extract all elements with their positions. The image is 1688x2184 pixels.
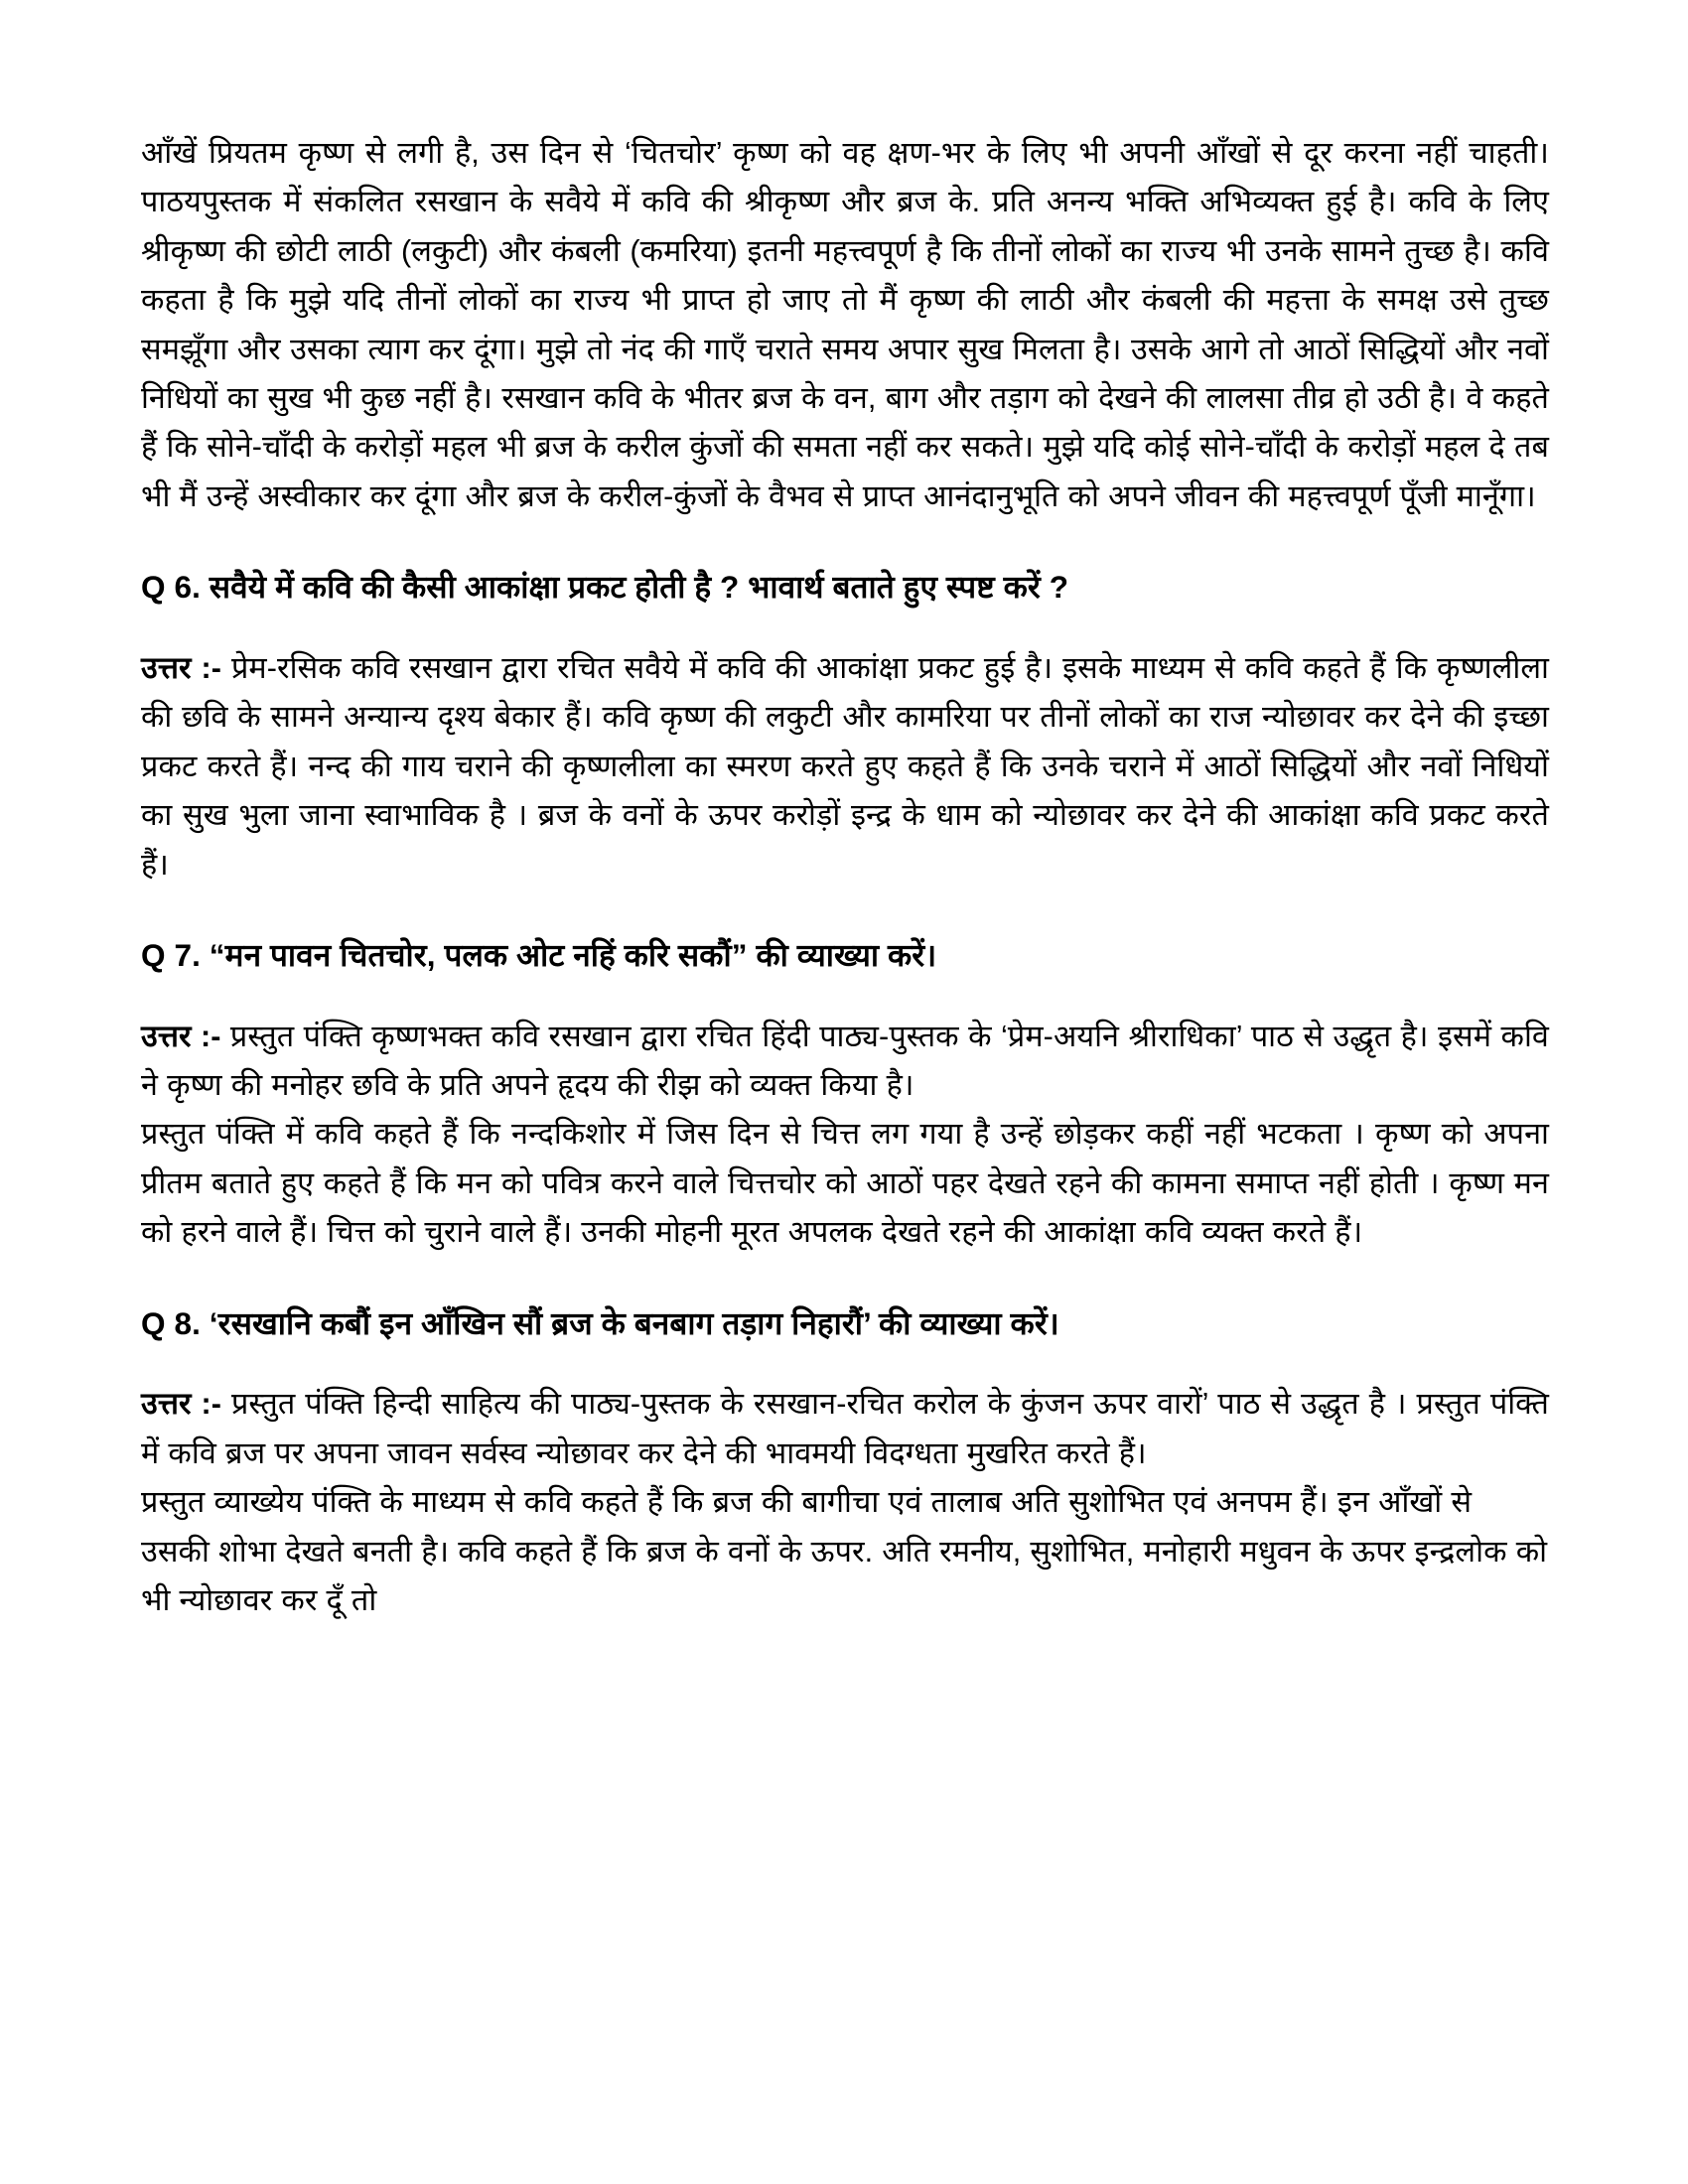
answer-paragraph-q8-2: प्रस्तुत व्याख्येय पंक्ति के माध्यम से कवि कहते हैं कि ब्रज की बागीचा एवं तालाब अति सुशोभित एवं अनपम हैं। इन आँखों से उसकी शोभा देखते बनती है। कवि कहते हैं कि ब्रज के वनों के ऊपर. अति रमनीय, सुशोभित, मनोहारी मधुवन के ऊपर इन्द्रलोक को भी न्योछावर कर दूँ तो: [141, 1485, 1548, 1617]
spacer: [141, 521, 1549, 565]
question-heading-q6: Q 6. सवैये में कवि की कैसी आकांक्षा प्रकट होती है ? भावार्थ बताते हुए स्पष्ट करें ?: [141, 569, 1069, 606]
spacer: [141, 979, 1549, 1013]
spacer: [141, 1258, 1549, 1301]
answer-paragraph-q8-1: [141, 1380, 1549, 1478]
answer-paragraph-q7-1: [141, 1013, 1549, 1111]
spacer: [141, 889, 1549, 933]
answer-text-q7-1: प्रस्तुत पंक्ति कृष्णभक्त कवि रसखान द्वारा रचित हिंदी पाठ्य-पुस्तक के ‘प्रेम-अयनि श्रीराधिका’ पाठ से उद्धृत है। इसमें कवि ने कृष्ण की मनोहर छवि के प्रति अपने हृदय की रीझ को व्यक्त किया है।: [141, 1019, 1549, 1103]
intro-paragraph: आँखें प्रियतम कृष्ण से लगी है, उस दिन से ‘चितचोर’ कृष्ण को वह क्षण-भर के लिए भी अपनी आँखों से दूर करना नहीं चाहती। पाठयपुस्तक में संकलित रसखान के सवैये में कवि की श्रीकृष्ण और ब्रज के. प्रति अनन्य भक्ति अभिव्यक्त हुई है। कवि के लिए श्रीकृष्ण की छोटी लाठी (लकुटी) और कंबली (कमरिया) इतनी महत्त्वपूर्ण है कि तीनों लोकों का राज्य भी उनके सामने तुच्छ है। कवि कहता है कि मुझे यदि तीनों लोकों का राज्य भी प्राप्त हो जाए तो मैं कृष्ण की लाठी और कंबली की महत्ता के समक्ष उसे तुच्छ समझूँगा और उसका त्याग कर दूंगा। मुझे तो नंद की गाएँ चराते समय अपार सुख मिलता है। उसके आगे तो आठों सिद्धियों और नवों निधियों का सुख भी कुछ नहीं है। रसखान कवि के भीतर ब्रज के वन, बाग और तड़ाग को देखने की लालसा तीव्र हो उठी है। वे कहते हैं कि सोने-चाँदी के करोड़ों महल भी ब्रज के करील कुंजों की समता नहीं कर सकते। मुझे यदि कोई सोने-चाँदी के करोड़ों महल दे तब भी मैं उन्हें अस्वीकार कर दूंगा और ब्रज के करील-कुंजों के वैभव से प्राप्त आनंदानुभूति को अपने जीवन की महत्त्वपूर्ण पूँजी मानूँगा।: [141, 136, 1549, 513]
answer-label-q6: उत्तर :-: [141, 650, 222, 685]
answer-text-q6-1: प्रेम-रसिक कवि रसखान द्वारा रचित सवैये में कवि की आकांक्षा प्रकट हुई है। इसके माध्यम से कवि कहते हैं कि कृष्णलीला की छवि के सामने अन्यान्य दृश्य बेकार हैं। कवि कृष्ण की लकुटी और कामरिया पर तीनों लोकों का राज न्योछावर कर देने की इच्छा प्रकट करते हैं। नन्द की गाय चराने की कृष्णलीला का स्मरण करते हुए कहते हैं कि उनके चराने में आठों सिद्धियों और नवों निधियों का सुख भुला जाना स्वाभाविक है । ब्रज के वनों के ऊपर करोड़ों इन्द्र के धाम को न्योछावर कर देने की आकांक्षा कवि प्रकट करते हैं।: [141, 650, 1550, 882]
answer-label-q7: उत्तर :-: [141, 1019, 221, 1053]
answer-label-q8: उत्तर :-: [141, 1387, 222, 1422]
spacer: [141, 1346, 1549, 1380]
page-content: [141, 129, 1549, 1625]
spacer: [141, 611, 1549, 644]
answer-text-q8-1: प्रस्तुत पंक्ति हिन्दी साहित्य की पाठ्य-पुस्तक के रसखान-रचित करोल के कुंजन ऊपर वारों’ पाठ से उद्धृत है । प्रस्तुत पंक्ति में कवि ब्रज पर अपना जावन सर्वस्व न्योछावर कर देने की भावमयी विदग्धता मुखरित करते हैं।: [141, 1387, 1549, 1470]
question-heading-q8: Q 8. ‘रसखानि कबौं इन आँखिन सौं ब्रज के बनबाग तड़ाग निहारौं’ की व्याख्या करें।: [141, 1304, 1059, 1341]
answer-paragraph-q7-2: प्रस्तुत पंक्ति में कवि कहते हैं कि नन्दकिशोर में जिस दिन से चित्त लग गया है उन्हें छोड़कर कहीं नहीं भटकता । कृष्ण को अपना प्रीतम बताते हुए कहते हैं कि मन को पवित्र करने वाले चित्तचोर को आठों पहर देखते रहने की कामना समाप्त नहीं होती । कृष्ण मन को हरने वाले हैं। चित्त को चुराने वाले हैं। उनकी मोहनी मूरत अपलक देखते रहने की आकांक्षा कवि व्यक्त करते हैं।: [141, 1117, 1549, 1250]
answer-paragraph-q6: [141, 644, 1549, 889]
question-heading-q7: Q 7. “मन पावन चितचोर, पलक ओट नहिं करि सकौं” की व्याख्या करें।: [141, 936, 937, 973]
